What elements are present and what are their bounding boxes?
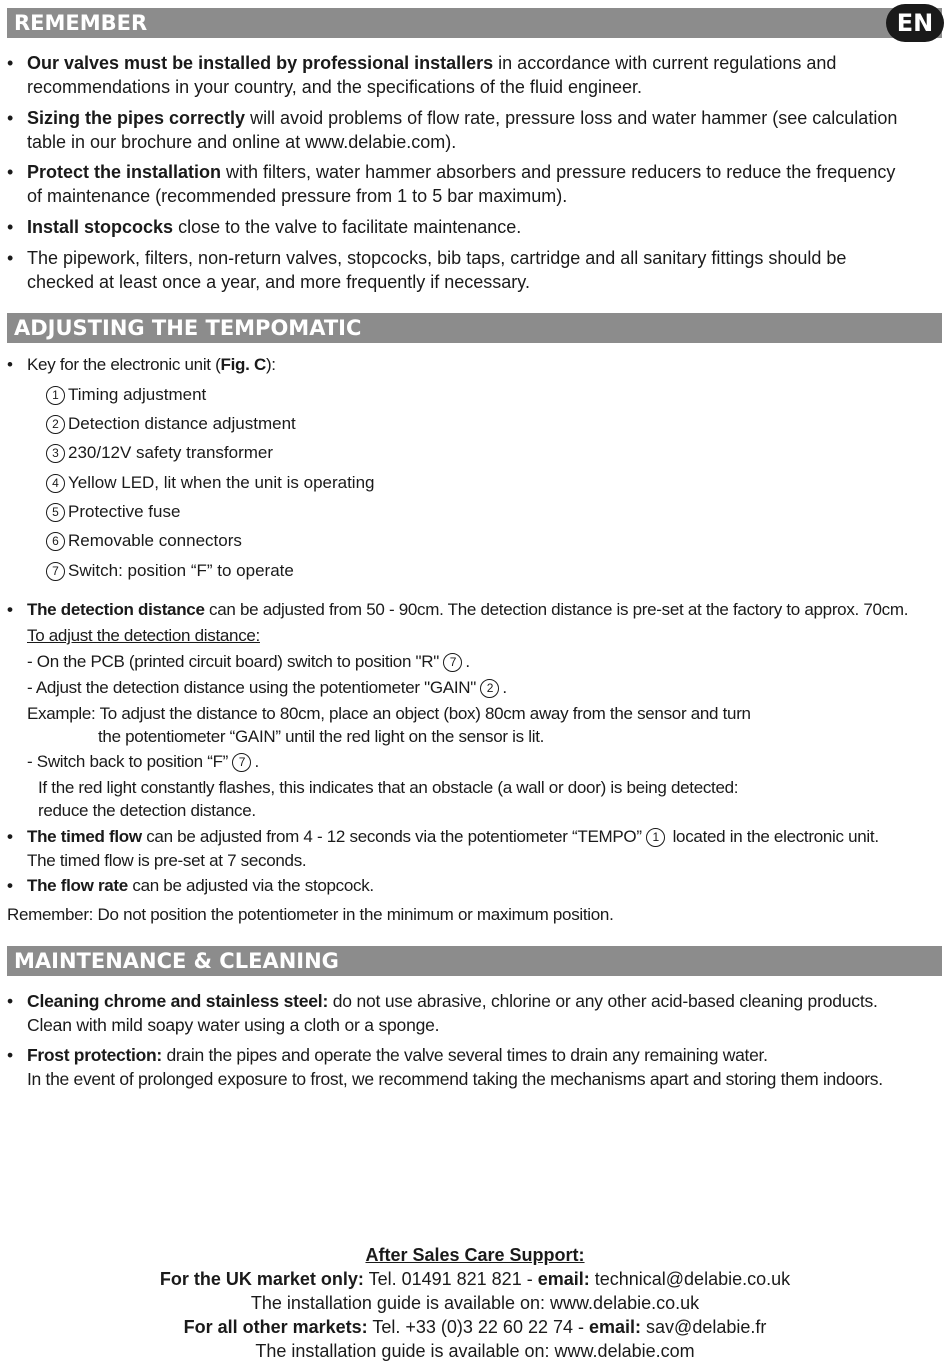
number-circle-icon: 3 xyxy=(46,444,65,463)
bullet-icon: • xyxy=(7,248,14,268)
item-text-2: of maintenance (recommended pressure from 1 to 5 bar maximum). xyxy=(27,186,568,206)
list-item xyxy=(7,51,943,99)
item-text: will avoid problems of flow rate, pressure loss and water hammer (see calculation xyxy=(245,108,898,128)
note-line: If the red light constantly flashes, this indicates that an obstacle (a wall or door) is being detected: xyxy=(38,778,739,797)
timed-bold: The timed flow xyxy=(27,827,142,846)
to-adjust-text: To adjust the detection distance: xyxy=(27,626,260,645)
list-item xyxy=(7,246,943,294)
list-item xyxy=(7,160,943,208)
item-bold: Protect the installation xyxy=(27,162,222,182)
list-item xyxy=(7,825,947,873)
item-bold: Frost protection: xyxy=(27,1045,162,1065)
bullet-icon: • xyxy=(7,827,13,846)
number-circle-icon: 7 xyxy=(443,653,462,672)
language-badge: EN xyxy=(886,4,944,42)
uk-contact xyxy=(0,1267,950,1291)
flow-bold: The flow rate xyxy=(27,876,128,895)
key-item xyxy=(46,500,180,524)
bullet-icon: • xyxy=(7,991,13,1011)
bullet-icon: • xyxy=(7,108,14,128)
detection-bold: The detection distance xyxy=(27,600,205,619)
step-text: - Switch back to position “F” xyxy=(27,752,229,771)
item-text-2: table in our brochure and online at www.delabie.com). xyxy=(27,132,457,152)
key-text: Yellow LED, lit when the unit is operating xyxy=(68,473,375,492)
to-adjust-heading xyxy=(27,624,260,648)
number-circle-icon: 4 xyxy=(46,474,65,493)
other-label: For all other markets: xyxy=(183,1317,368,1337)
key-intro: Key for the electronic unit ( xyxy=(27,355,221,374)
key-item xyxy=(46,471,375,495)
step-line: - On the PCB (printed circuit board) switch to position "R" 7 . xyxy=(27,652,470,671)
list-item xyxy=(7,106,943,154)
note-line-2: reduce the detection distance. xyxy=(38,801,256,820)
example-line: Example: To adjust the distance to 80cm, place an object (box) 80cm away from the sensor and turn xyxy=(27,704,751,723)
item-text-2: recommendations in your country, and the specifications of the fluid engineer. xyxy=(27,77,643,97)
after-sales-heading-text: After Sales Care Support: xyxy=(365,1245,585,1265)
item-bold: Install stopcocks xyxy=(27,217,174,237)
bullet-icon: • xyxy=(7,53,14,73)
key-item xyxy=(46,412,296,436)
key-item xyxy=(46,529,242,553)
detection-text: can be adjusted from 50 - 90cm. The detection distance is pre-set at the factory to approx. 70cm. xyxy=(204,600,909,619)
key-text: Removable connectors xyxy=(68,531,242,550)
item-text-2: In the event of prolonged exposure to frost, we recommend taking the mechanisms apart and storing them indoors. xyxy=(27,1069,883,1089)
bullet-icon: • xyxy=(7,217,14,237)
step-line: - Adjust the detection distance using the potentiometer "GAIN" 2 . xyxy=(27,678,507,697)
key-text: Protective fuse xyxy=(68,502,181,521)
step-text: - Adjust the detection distance using the potentiometer "GAIN" xyxy=(27,678,476,697)
email-label: email: xyxy=(589,1317,642,1337)
section-header-adjusting: ADJUSTING THE TEMPOMATIC xyxy=(7,313,942,343)
number-circle-icon: 1 xyxy=(46,386,65,405)
item-text: close to the valve to facilitate maintenance. xyxy=(173,217,522,237)
item-text: with filters, water hammer absorbers and pressure reducers to reduce the frequency xyxy=(221,162,896,182)
item-text: The pipework, filters, non-return valves, stopcocks, bib taps, cartridge and all sanitary fittings should be xyxy=(27,248,847,268)
other-contact xyxy=(0,1315,950,1339)
item-text: drain the pipes and operate the valve several times to drain any remaining water. xyxy=(161,1045,768,1065)
section-header-maintenance: MAINTENANCE & CLEANING xyxy=(7,946,942,976)
step-line: - Switch back to position “F” 7 . xyxy=(27,752,259,771)
bullet-icon: • xyxy=(7,1045,13,1065)
key-item xyxy=(46,559,294,583)
bullet-icon: • xyxy=(7,600,13,619)
list-item xyxy=(7,598,947,622)
item-bold: Our valves must be installed by professional installers xyxy=(27,53,494,73)
uk-label: For the UK market only: xyxy=(159,1269,364,1289)
flow-text: can be adjusted via the stopcock. xyxy=(127,876,374,895)
remember-note: Remember: Do not position the potentiometer in the minimum or maximum position. xyxy=(7,905,614,924)
item-text-2: checked at least once a year, and more frequently if necessary. xyxy=(27,272,530,292)
key-text: Switch: position “F” to operate xyxy=(68,561,294,580)
item-bold: Cleaning chrome and stainless steel: xyxy=(27,991,329,1011)
item-bold: Sizing the pipes correctly xyxy=(27,108,246,128)
fig-reference: Fig. C xyxy=(220,355,266,374)
item-text: do not use abrasive, chlorine or any other acid-based cleaning products. xyxy=(328,991,878,1011)
list-item xyxy=(7,353,947,377)
key-intro-end: ): xyxy=(265,355,276,374)
section-header-remember: REMEMBER xyxy=(7,8,942,38)
key-item xyxy=(46,441,273,465)
key-text: 230/12V safety transformer xyxy=(68,443,274,462)
email-label: email: xyxy=(537,1269,590,1289)
list-item xyxy=(7,874,947,898)
key-text: Detection distance adjustment xyxy=(68,414,296,433)
step-text: - On the PCB (printed circuit board) switch to position "R" xyxy=(27,652,439,671)
item-text: in accordance with current regulations and xyxy=(493,53,837,73)
key-item xyxy=(46,383,206,407)
number-circle-icon: 7 xyxy=(232,753,251,772)
bullet-icon: • xyxy=(7,162,14,182)
other-guide: The installation guide is available on: www.delabie.com xyxy=(255,1341,695,1361)
uk-email: technical@delabie.co.uk xyxy=(589,1269,791,1289)
number-circle-icon: 1 xyxy=(646,828,665,847)
bullet-icon: • xyxy=(7,876,13,895)
timed-text: can be adjusted from 4 - 12 seconds via the potentiometer “TEMPO” xyxy=(141,827,642,846)
uk-guide: The installation guide is available on: www.delabie.co.uk xyxy=(250,1293,700,1313)
bullet-icon: • xyxy=(7,355,13,374)
other-tel: Tel. +33 (0)3 22 60 22 74 - xyxy=(367,1317,589,1337)
timed-line-2: The timed flow is pre-set at 7 seconds. xyxy=(27,851,307,870)
example-line-2: the potentiometer “GAIN” until the red light on the sensor is lit. xyxy=(98,727,545,746)
item-text-2: Clean with mild soapy water using a cloth or a sponge. xyxy=(27,1015,440,1035)
number-circle-icon: 7 xyxy=(46,562,65,581)
timed-text-2: located in the electronic unit. xyxy=(668,827,879,846)
number-circle-icon: 2 xyxy=(46,415,65,434)
key-text: Timing adjustment xyxy=(68,385,207,404)
list-item xyxy=(7,1043,943,1091)
number-circle-icon: 2 xyxy=(480,679,499,698)
list-item xyxy=(7,215,943,239)
number-circle-icon: 6 xyxy=(46,532,65,551)
after-sales-heading xyxy=(0,1243,950,1267)
uk-tel: Tel. 01491 821 821 - xyxy=(363,1269,538,1289)
other-email: sav@delabie.fr xyxy=(641,1317,767,1337)
number-circle-icon: 5 xyxy=(46,503,65,522)
list-item xyxy=(7,989,943,1037)
